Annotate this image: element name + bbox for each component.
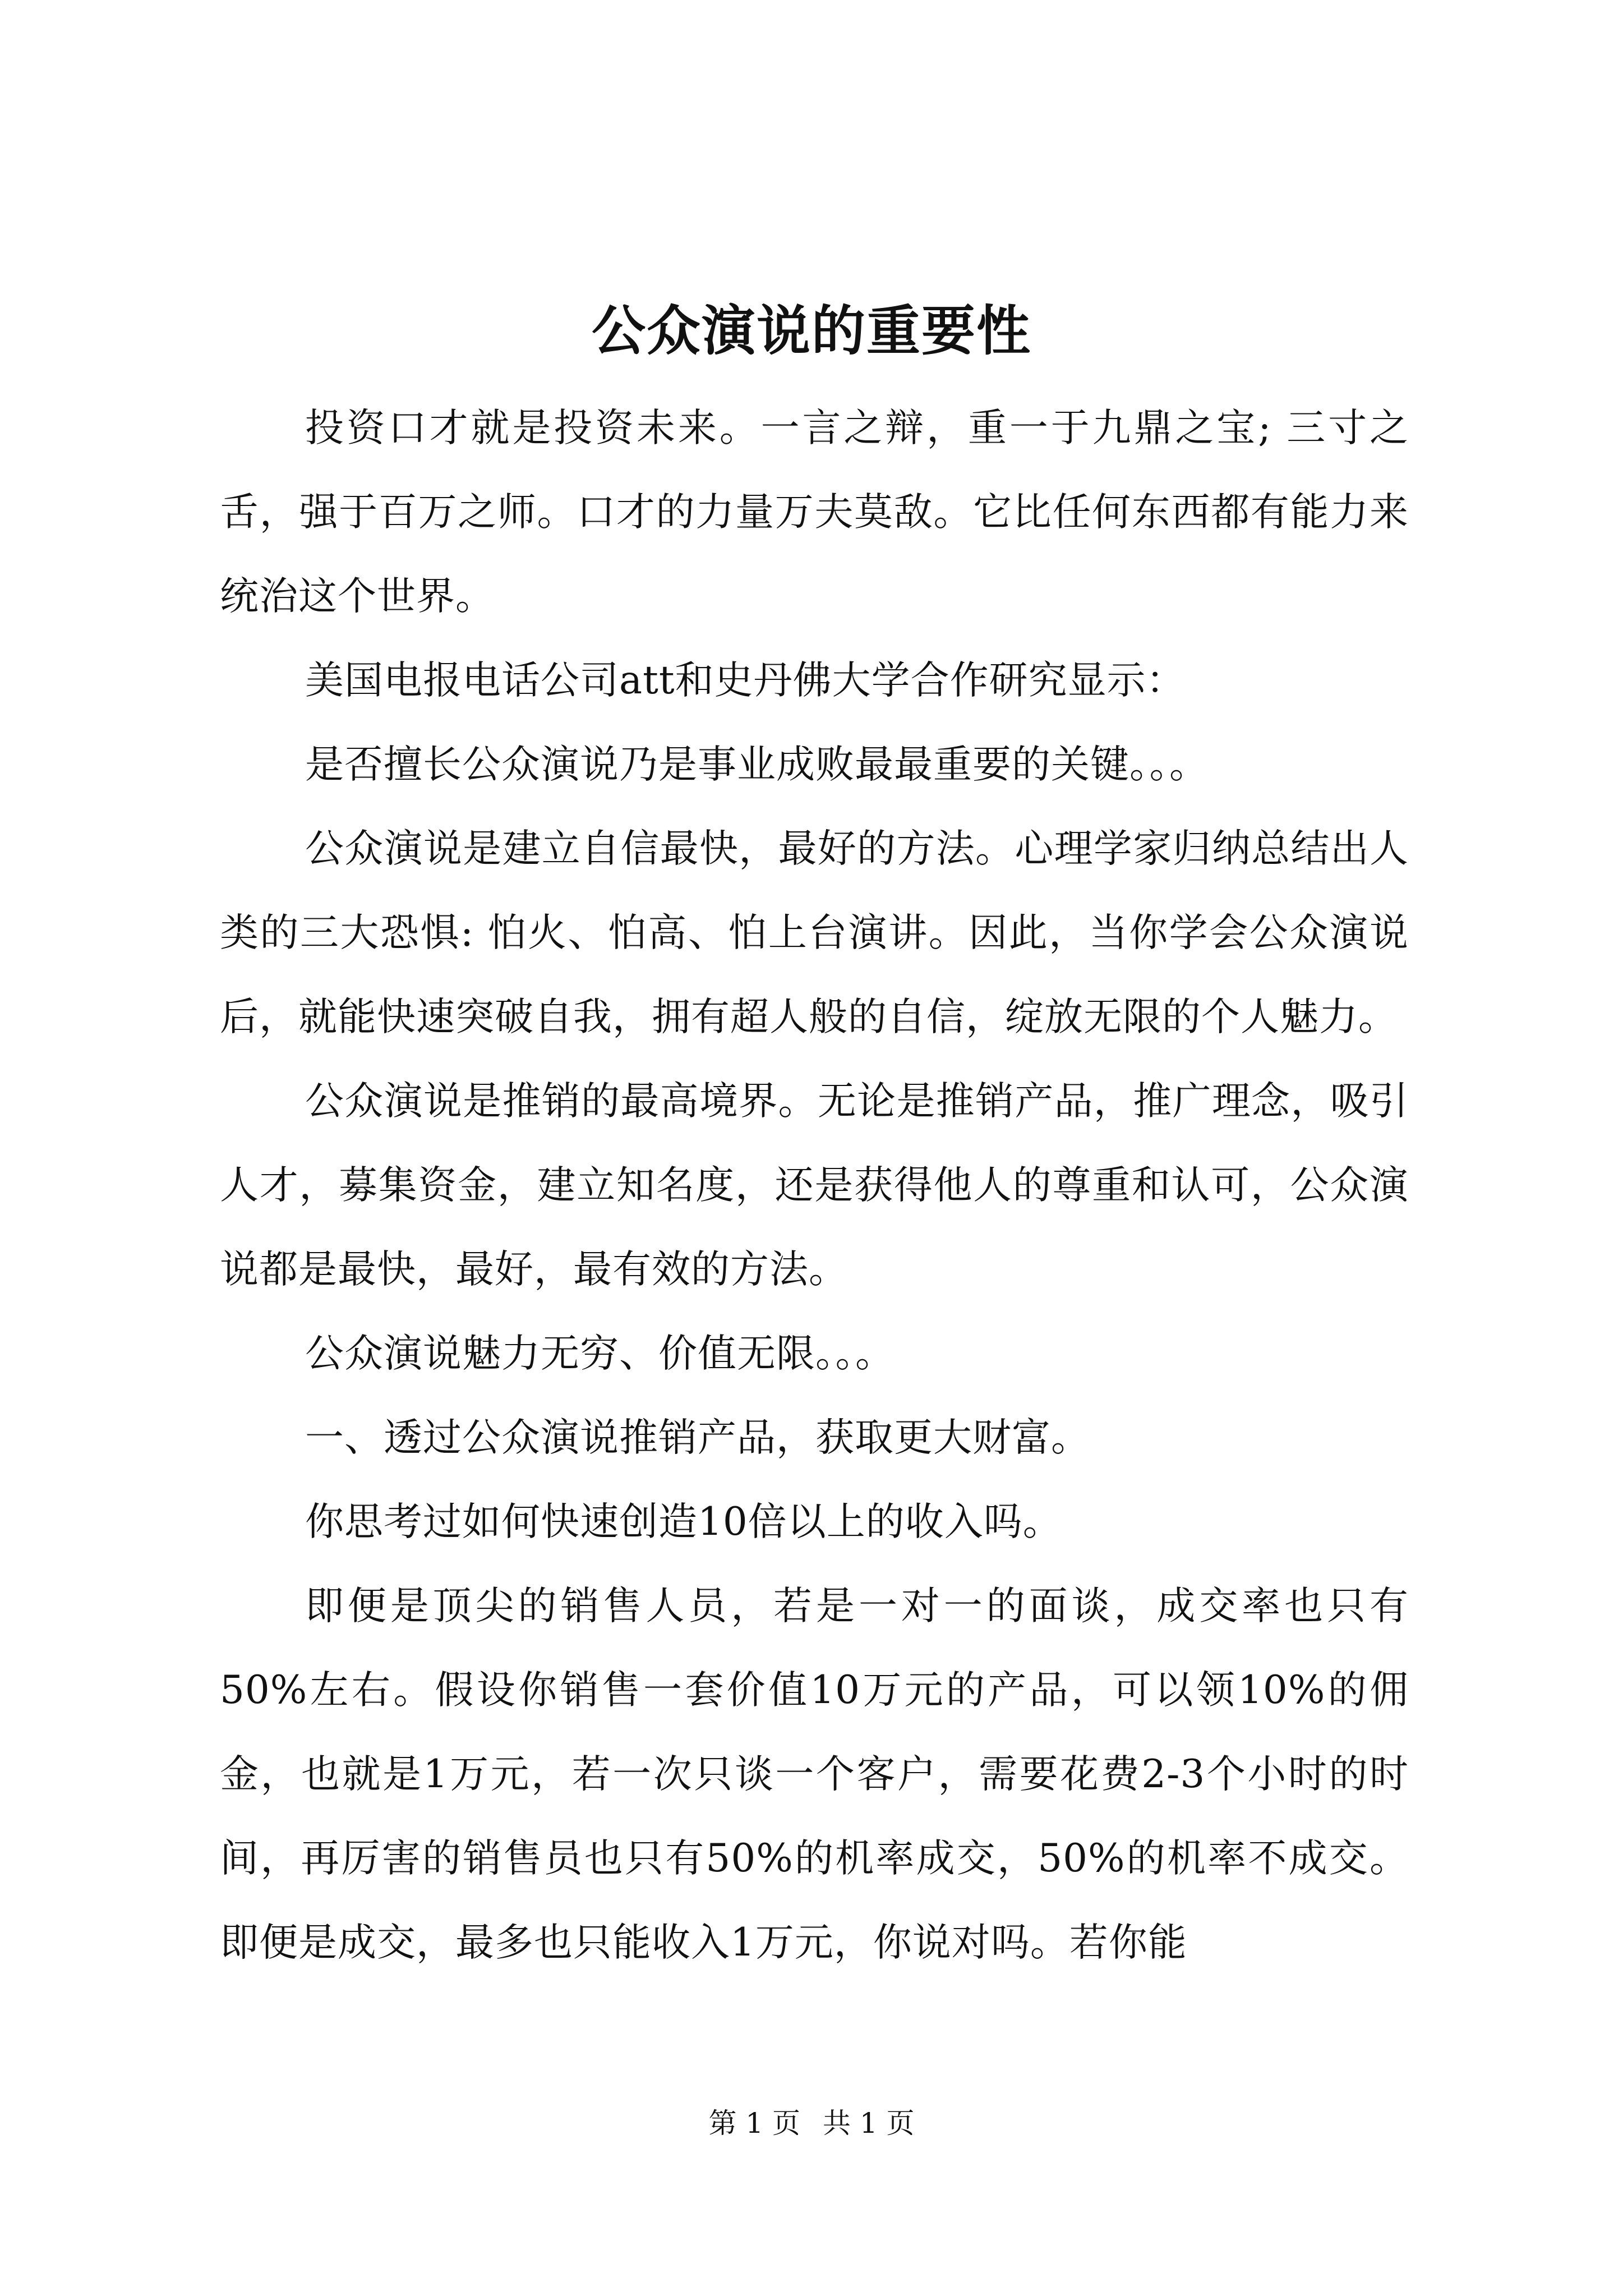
paragraph: 公众演说是推销的最高境界。无论是推销产品，推广理念，吸引人才，募集资金，建立知名度，还是获得他人的尊重和认可，公众演说都是最快，最好，最有效的方法。 <box>220 1079 1409 1292</box>
document-title: 公众演说的重要性 <box>592 299 1031 362</box>
paragraph: 即便是顶尖的销售人员，若是一对一的面谈，成交率也只有50%左右。假设你销售一套价值10万元的产品，可以领10%的佣金，也就是1万元，若一次只谈一个客户，需要花费2-3个小时的时间，再厉害的销售员也只有50%的机率成交，50%的机率不成交。即便是成交，最多也只能收入1万元，你说对吗。若你能 <box>220 1584 1409 1965</box>
paragraph: 公众演说是建立自信最快，最好的方法。心理学家归纳总结出人类的三大恐惧: 怕火、怕高、怕上台演讲。因此，当你学会公众演说后，就能快速突破自我，拥有超人般的自信，绽放无限的个人魅力。 <box>220 826 1409 1039</box>
paragraph: 公众演说魅力无穷、价值无限。。。 <box>305 1331 895 1376</box>
page-number: 第 1 页 <box>708 2107 801 2139</box>
paragraph: 你思考过如何快速创造10倍以上的收入吗。 <box>305 1499 1062 1544</box>
page-total: 共 1 页 <box>822 2107 915 2139</box>
paragraph: 一、透过公众演说推销产品，获取更大财富。 <box>305 1415 1090 1460</box>
document-body <box>220 386 1409 1985</box>
paragraph: 投资口才就是投资未来。一言之辩，重一于九鼎之宝; 三寸之舌，强于百万之师。口才的力量万夫莫敌。它比任何东西都有能力来统治这个世界。 <box>220 406 1409 619</box>
paragraph: 美国电报电话公司att和史丹佛大学合作研究显示： <box>305 658 1186 703</box>
page-footer <box>0 2104 1623 2143</box>
paragraph: 是否擅长公众演说乃是事业成败最最重要的关键。。。 <box>305 742 1209 787</box>
